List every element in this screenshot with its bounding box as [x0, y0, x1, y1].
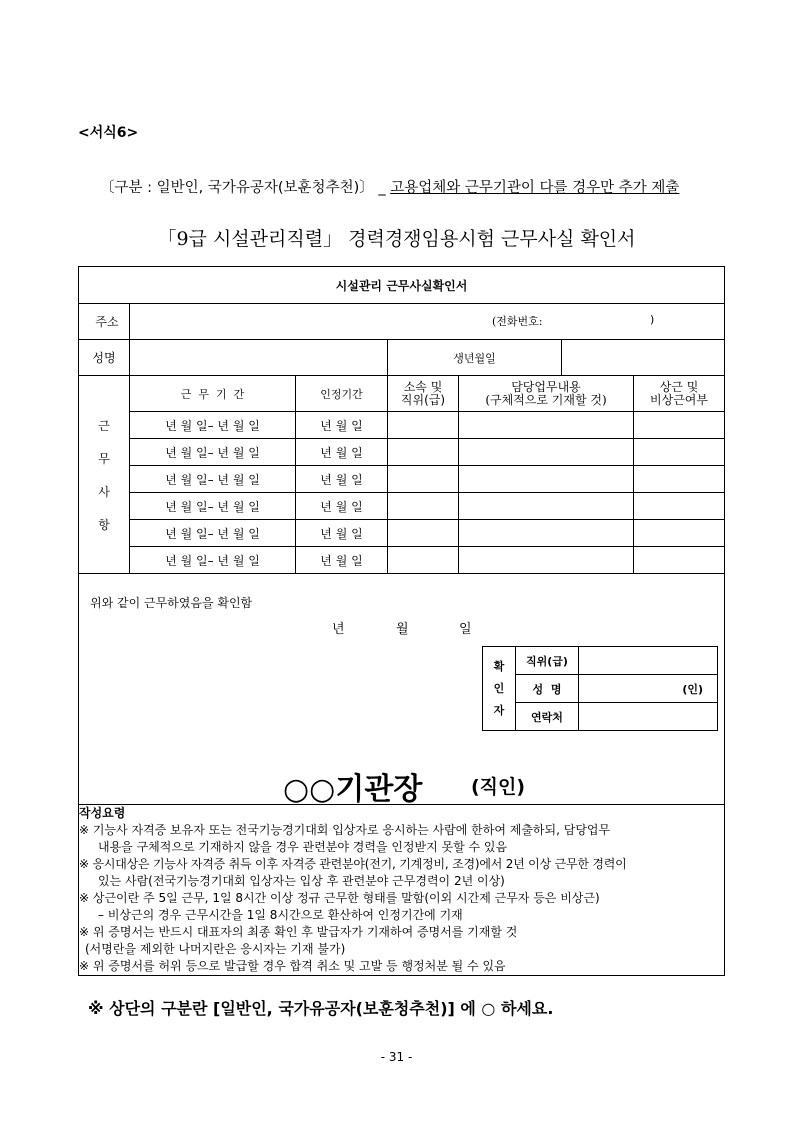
name-label: 성명 — [79, 340, 130, 376]
recognized-cell[interactable]: 년 월 일 — [296, 520, 388, 547]
fulltime-cell[interactable] — [634, 412, 725, 439]
recognized-cell[interactable]: 년 월 일 — [296, 439, 388, 466]
guide-line: ※ 위 증명서를 허위 등으로 발급할 경우 합격 취소 및 고발 등 행정처분 될 수 있음 — [79, 959, 506, 973]
guide-line: ※ 상근이란 주 5일 근무, 1일 8시간 이상 정규 근무한 형태를 말함(이외 시간제 근무자 등은 비상근) — [79, 891, 600, 905]
period-cell[interactable]: 년 월 일– 년 월 일 — [130, 547, 296, 574]
page-number: - 31 - — [380, 1050, 413, 1064]
guide-line: ※ 응시대상은 기능사 자격증 취득 이후 자격증 관련분야(전기, 기계정비, 조경)에서 2년 이상 근무한 경력이 — [79, 857, 627, 871]
fulltime-cell[interactable] — [634, 493, 725, 520]
fulltime-cell[interactable] — [634, 547, 725, 574]
confirm-statement: 위와 같이 근무하였음을 확인함 — [90, 596, 253, 610]
recognized-cell[interactable]: 년 월 일 — [296, 412, 388, 439]
recognized-cell[interactable]: 년 월 일 — [296, 493, 388, 520]
institution-seal: (직인) — [471, 776, 526, 798]
fulltime-cell[interactable] — [634, 520, 725, 547]
guide-line: 있는 사람(전국기능경기대회 입상자는 입상 후 관련분야 근무경력이 2년 이상) — [98, 874, 505, 888]
confirmer-contact-field[interactable] — [579, 703, 718, 731]
affiliation-cell[interactable] — [388, 439, 459, 466]
birth-label: 생년월일 — [388, 340, 562, 376]
guide-line: 내용을 구체적으로 기재하지 않을 경우 관련분야 경력을 인정받지 못할 수 있음 — [98, 840, 508, 854]
guide-line: – 비상근의 경우 근무시간을 1일 8시간으로 환산하여 인정기간에 기재 — [98, 908, 463, 922]
duties-cell[interactable] — [459, 520, 634, 547]
institution-head: ○○기관장 — [283, 772, 423, 807]
phone-close: ) — [650, 313, 655, 326]
duties-cell[interactable] — [459, 412, 634, 439]
period-cell[interactable]: 년 월 일– 년 월 일 — [130, 439, 296, 466]
address-field[interactable] — [130, 304, 725, 340]
confirmer-contact-label: 연락처 — [516, 703, 579, 731]
duties-cell[interactable] — [459, 439, 634, 466]
confirmer-position-field[interactable] — [579, 647, 718, 675]
date-month: 월 — [396, 622, 409, 637]
confirmer-position-label: 직위(급) — [516, 647, 579, 675]
guide-title: 작성요령 — [79, 806, 126, 820]
date-year: 년 — [332, 622, 345, 637]
guide-line: ※ 기능사 자격증 보유자 또는 전국기능경기대회 입상자로 응시하는 사람에 한하여 제출하되, 담당업무 — [79, 823, 611, 837]
writing-guide — [79, 805, 725, 976]
period-cell[interactable]: 년 월 일– 년 월 일 — [130, 466, 296, 493]
recognized-cell[interactable]: 년 월 일 — [296, 547, 388, 574]
duties-cell[interactable] — [459, 466, 634, 493]
date-day: 일 — [459, 622, 472, 637]
duties-cell[interactable] — [459, 493, 634, 520]
document-title: 「9급 시설관리직렬」 경력경쟁임용시험 근무사실 확인서 — [157, 228, 636, 250]
birth-field[interactable] — [562, 340, 725, 376]
affiliation-cell[interactable] — [388, 520, 459, 547]
name-field[interactable] — [130, 340, 388, 376]
guide-line: ※ 위 증명서는 반드시 대표자의 최종 확인 후 발급자가 기재하여 증명서를 기재할 것 — [79, 925, 518, 939]
address-label: 주소 — [79, 304, 130, 340]
duties-header: 담당업무내용 (구체적으로 기재할 것) — [459, 376, 634, 412]
period-header: 근 무 기 간 — [130, 376, 296, 412]
confirmer-box — [482, 646, 718, 731]
category-line — [100, 176, 679, 197]
recognized-cell[interactable]: 년 월 일 — [296, 466, 388, 493]
work-section-label: 근 무 사 항 — [79, 376, 130, 574]
affiliation-cell[interactable] — [388, 547, 459, 574]
confirmer-side-label: 확 인 자 — [483, 647, 516, 731]
category-prefix: 〔구분 : 일반인, 국가유공자(보훈청추천)〕 _ — [100, 180, 391, 196]
duties-cell[interactable] — [459, 547, 634, 574]
affiliation-cell[interactable] — [388, 466, 459, 493]
affiliation-header: 소속 및 직위(급) — [388, 376, 459, 412]
category-note: 고용업체와 근무기관이 다를 경우만 추가 제출 — [390, 180, 680, 196]
affiliation-cell[interactable] — [388, 493, 459, 520]
guide-line: (서명란을 제외한 나머지란은 응시자는 기재 불가) — [85, 942, 346, 956]
affiliation-cell[interactable] — [388, 412, 459, 439]
category-instruction: ※ 상단의 구분란 [일반인, 국가유공자(보훈청추천)] 에 ○ 하세요. — [88, 999, 554, 1018]
certificate-table — [78, 266, 725, 976]
recognized-header: 인정기간 — [296, 376, 388, 412]
period-cell[interactable]: 년 월 일– 년 월 일 — [130, 412, 296, 439]
confirmation-section — [79, 574, 725, 805]
period-cell[interactable]: 년 월 일– 년 월 일 — [130, 520, 296, 547]
confirmer-name-label: 성 명 — [516, 675, 579, 703]
phone-label: (전화번호: — [492, 315, 543, 328]
form-number: <서식6> — [78, 125, 139, 141]
period-cell[interactable]: 년 월 일– 년 월 일 — [130, 493, 296, 520]
fulltime-header: 상근 및 비상근여부 — [634, 376, 725, 412]
fulltime-cell[interactable] — [634, 466, 725, 493]
confirmer-seal[interactable]: (인) — [579, 675, 718, 703]
form-title: 시설관리 근무사실확인서 — [79, 267, 725, 304]
fulltime-cell[interactable] — [634, 439, 725, 466]
